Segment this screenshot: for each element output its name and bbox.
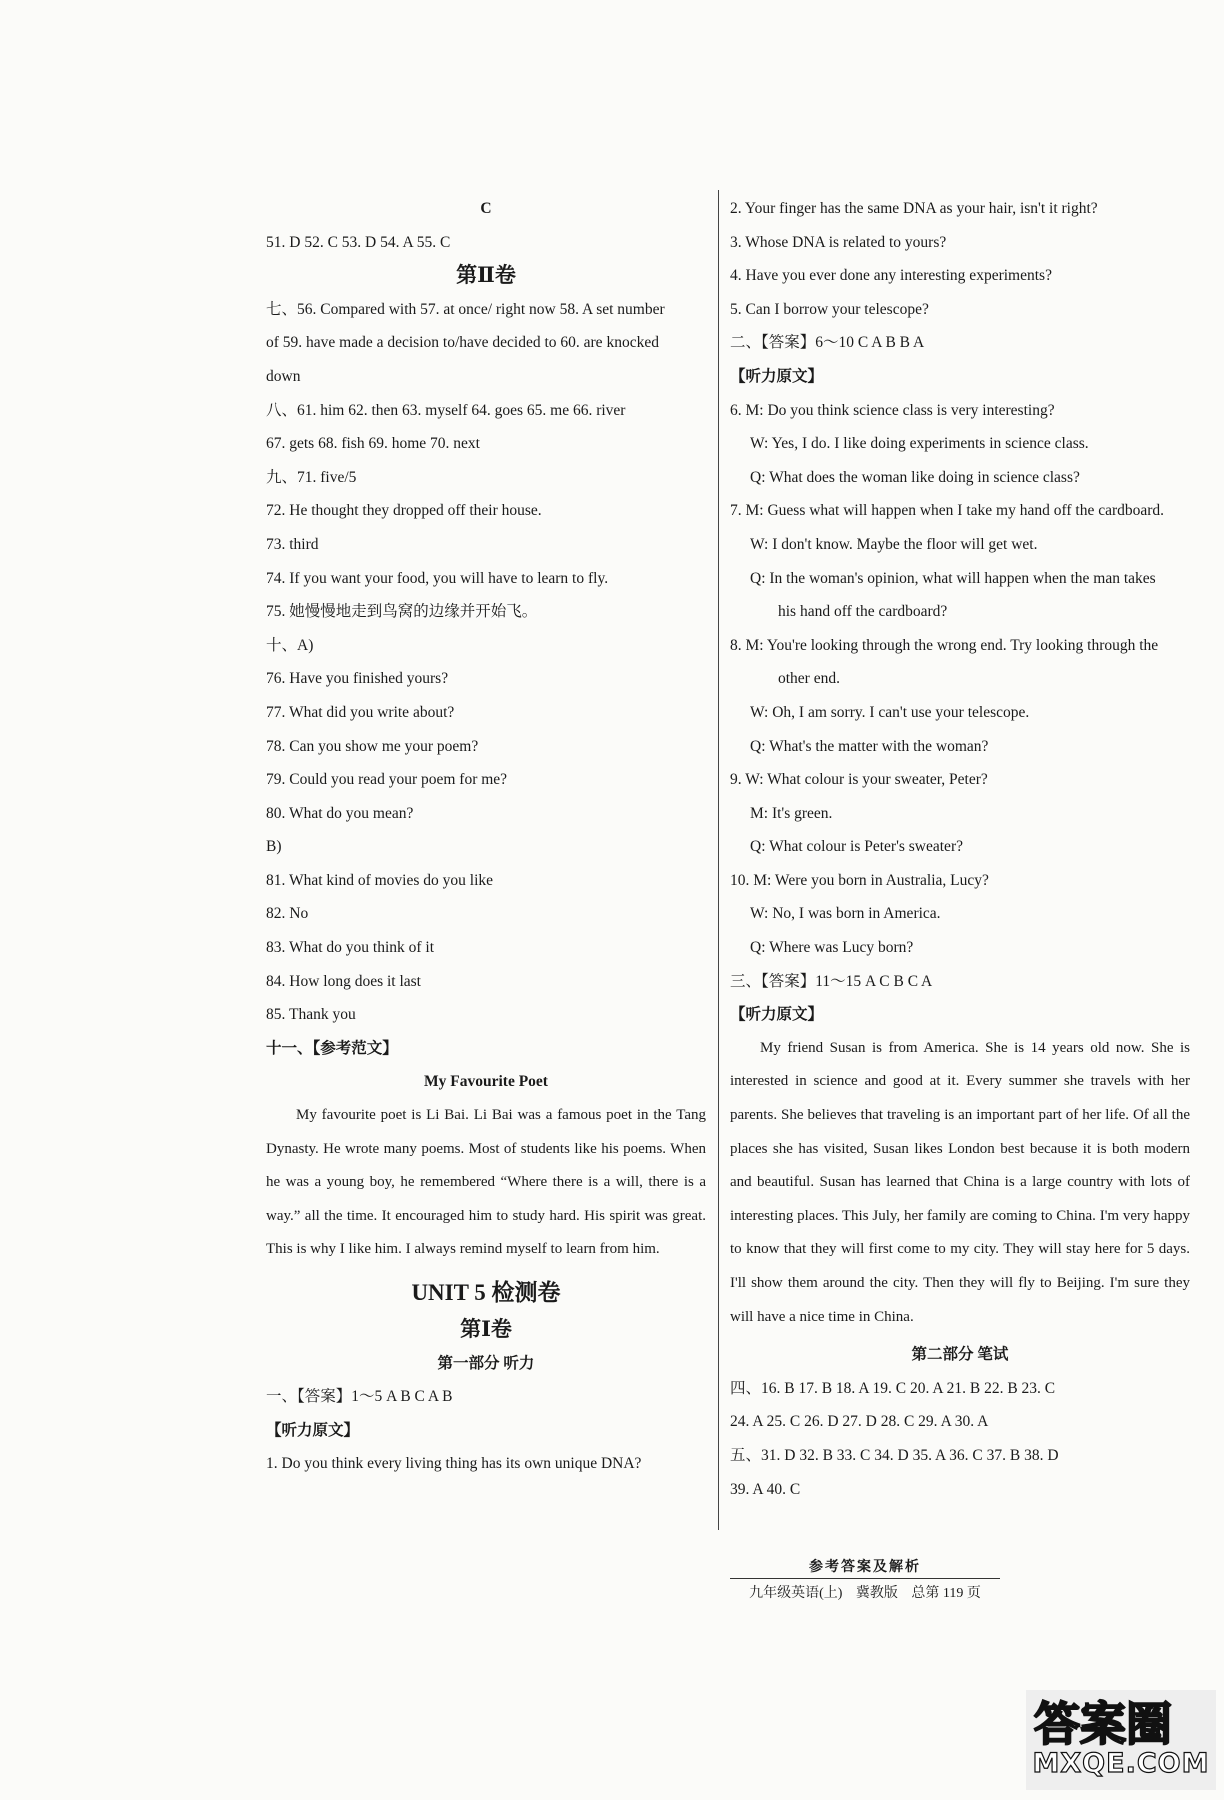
writing-title: 第二部分 笔试 bbox=[911, 1346, 1009, 1364]
answer-line: 80. What do you mean? bbox=[266, 804, 414, 822]
dialogue-line: 6. M: Do you think science class is very interesting? bbox=[730, 401, 1055, 419]
dialogue-line: W: I don't know. Maybe the floor will get wet. bbox=[750, 535, 1038, 553]
dialogue-line: W: Yes, I do. I like doing experiments in science class. bbox=[750, 435, 1089, 453]
dialogue-line: 9. W: What colour is your sweater, Peter? bbox=[730, 771, 988, 789]
transcript-line: 3. Whose DNA is related to yours? bbox=[730, 233, 947, 251]
answer-line: 77. What did you write about? bbox=[266, 703, 455, 721]
answer-line: 73. third bbox=[266, 535, 319, 553]
dialogue-line: Q: In the woman's opinion, what will happen when the man takes bbox=[750, 569, 1156, 587]
answer-line: 78. Can you show me your poem? bbox=[266, 737, 479, 755]
listening-title: 第一部分 听力 bbox=[437, 1354, 535, 1372]
dialogue-line: W: No, I was born in America. bbox=[750, 905, 941, 923]
dialogue-line: his hand off the cardboard? bbox=[778, 603, 948, 621]
transcript-label: 【听力原文】 bbox=[730, 1006, 824, 1024]
essay-title: My Favourite Poet bbox=[424, 1073, 548, 1091]
part2-title: 第Ⅱ卷 bbox=[456, 263, 516, 288]
subsection-label: B) bbox=[266, 838, 282, 856]
essay-body bbox=[266, 1099, 706, 1267]
part1-title: 第Ⅰ卷 bbox=[460, 1317, 512, 1341]
dialogue-line: Q: What does the woman like doing in science class? bbox=[750, 468, 1080, 486]
dialogue-line: 10. M: Were you born in Australia, Lucy? bbox=[730, 871, 989, 889]
answer-line: 83. What do you think of it bbox=[266, 939, 435, 957]
answer-line: 81. What kind of movies do you like bbox=[266, 871, 494, 889]
watermark-logo-text: 答案圈 bbox=[1034, 1697, 1172, 1750]
watermark-site: MXQE.COM bbox=[1032, 1748, 1210, 1779]
answer-line: 75. 她慢慢地走到鸟窝的边缘并开始飞。 bbox=[266, 603, 538, 621]
dialogue-line: other end. bbox=[778, 670, 840, 688]
transcript-line: 2. Your finger has the same DNA as your hair, isn't it right? bbox=[730, 200, 1098, 217]
passage-body bbox=[730, 1032, 1190, 1334]
transcript-label: 【听力原文】 bbox=[266, 1421, 360, 1439]
answer-line: 76. Have you finished yours? bbox=[266, 670, 449, 688]
dialogue-line: W: Oh, I am sorry. I can't use your telescope. bbox=[750, 703, 1030, 721]
watermark-logo bbox=[1026, 1690, 1216, 1750]
unit-title: UNIT 5 检测卷 bbox=[411, 1280, 561, 1305]
answer-line: down bbox=[266, 367, 301, 385]
essay-paragraph: My favourite poet is Li Bai. Li Bai was a famous poet in the Tang Dynasty. He wrote many poems. Most of students like his poems. When he was a young boy, he remembered “Where there is a will, there is a way.” all the time. It encouraged him to study hard. His spirit was great. This is why I like him. I always remind myself to learn from him. bbox=[266, 1107, 706, 1258]
transcript-line: 1. Do you think every living thing has its own unique DNA? bbox=[266, 1455, 642, 1473]
transcript-line: 5. Can I borrow your telescope? bbox=[730, 300, 929, 318]
dialogue-line: 8. M: You're looking through the wrong end. Try looking through the bbox=[730, 636, 1159, 654]
answer-line: 85. Thank you bbox=[266, 1006, 356, 1024]
right-column bbox=[730, 192, 1190, 1506]
answer-line: 五、31. D 32. B 33. C 34. D 35. A 36. C 37. B 38. D bbox=[730, 1446, 1059, 1464]
subsection-label: 十、A) bbox=[266, 636, 314, 654]
dialogue-line: M: It's green. bbox=[750, 804, 833, 822]
answer-line: 72. He thought they dropped off their house. bbox=[266, 502, 542, 520]
answer-line: 四、16. B 17. B 18. A 19. C 20. A 21. B 22. B 23. C bbox=[730, 1379, 1056, 1397]
answer-line: 79. Could you read your poem for me? bbox=[266, 771, 508, 789]
answer-line: 三、【答案】11～15 A C B C A bbox=[730, 972, 933, 990]
section-c-heading: C bbox=[480, 200, 492, 217]
dialogue-line: 7. M: Guess what will happen when I take my hand off the cardboard. bbox=[730, 502, 1165, 520]
answer-line: 39. A 40. C bbox=[730, 1480, 801, 1498]
answer-line: 67. gets 68. fish 69. home 70. next bbox=[266, 435, 480, 453]
page-footer bbox=[730, 1556, 1000, 1602]
transcript-line: 4. Have you ever done any interesting experiments? bbox=[730, 267, 1052, 285]
answer-line: 二、【答案】6～10 C A B B A bbox=[730, 334, 925, 352]
essay-heading: 十一、【参考范文】 bbox=[266, 1039, 398, 1057]
footer-page-number: 总第 119 页 bbox=[911, 1586, 981, 1601]
footer-edition: 冀教版 bbox=[855, 1586, 898, 1601]
left-column bbox=[266, 192, 706, 1481]
watermark bbox=[1026, 1690, 1216, 1790]
answer-line: of 59. have made a decision to/have decided to 60. are knocked bbox=[266, 334, 659, 352]
dialogue-line: Q: What's the matter with the woman? bbox=[750, 737, 989, 755]
answer-line: 一、【答案】1～5 A B C A B bbox=[266, 1388, 453, 1406]
answer-line: 九、71. five/5 bbox=[266, 468, 357, 486]
answer-line: 82. No bbox=[266, 905, 309, 923]
transcript-label: 【听力原文】 bbox=[730, 367, 824, 385]
answer-line: 七、56. Compared with 57. at once/ right now 58. A set number bbox=[266, 300, 665, 318]
passage-paragraph: My friend Susan is from America. She is 14 years old now. She is interested in science and good at it. Every summer she travels with her parents. She believes that traveling is an important part of her life. Of all the places she has visited, Susan likes London best because it is both modern and beautiful. Susan has learned that China is a large country with lots of interesting places. This July, her family are coming to China. I'm very happy to know that they will first come to my city. They will stay here for 5 days. I'll show them around the city. Then they will fly to Beijing. I'm sure they will have a nice time in China. bbox=[730, 1039, 1190, 1325]
dialogue-line: Q: What colour is Peter's sweater? bbox=[750, 838, 963, 856]
answer-line: 八、61. him 62. then 63. myself 64. goes 65. me 66. river bbox=[266, 401, 626, 419]
footer-subject: 九年级英语(上) bbox=[749, 1586, 843, 1601]
answer-line: 74. If you want your food, you will have to learn to fly. bbox=[266, 569, 609, 587]
answer-line: 51. D 52. C 53. D 54. A 55. C bbox=[266, 233, 451, 251]
footer-info bbox=[730, 1578, 1000, 1602]
answer-line: 24. A 25. C 26. D 27. D 28. C 29. A 30. A bbox=[730, 1413, 989, 1431]
answer-line: 84. How long does it last bbox=[266, 972, 421, 990]
dialogue-line: Q: Where was Lucy born? bbox=[750, 939, 914, 957]
footer-title: 参考答案及解析 bbox=[809, 1560, 921, 1575]
column-divider bbox=[718, 190, 719, 1530]
